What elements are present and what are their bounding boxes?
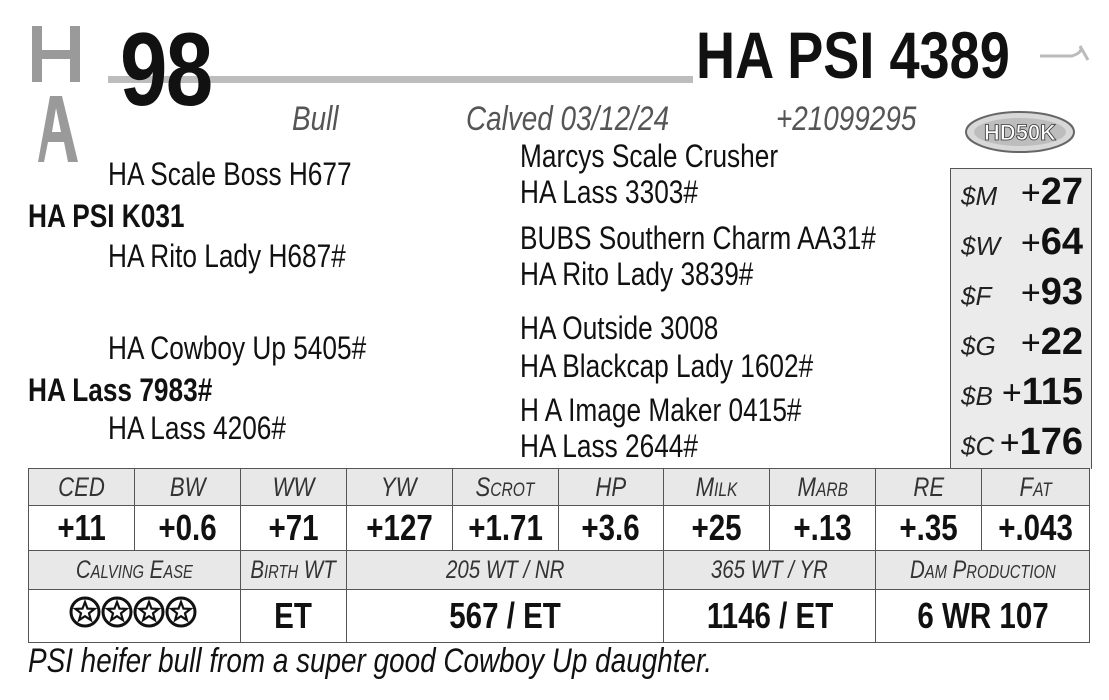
epd-header-row bbox=[29, 469, 1090, 506]
pedigree-sire-dam-sire: BUBS Southern Charm AA31# bbox=[520, 220, 876, 256]
epd-header-yw: YW bbox=[346, 469, 452, 506]
perf-header-dam-production: Dam Production bbox=[876, 551, 1090, 590]
perf-calving-ease-stars bbox=[29, 590, 241, 643]
perf-dam-production: 6 WR 107 bbox=[876, 590, 1090, 643]
perf-header-birth-wt: Birth WT bbox=[240, 551, 346, 590]
dollar-row-g: $G +22 bbox=[961, 321, 1083, 363]
pedigree-dam: HA Lass 7983# bbox=[28, 372, 213, 408]
pedigree-dam-sire: HA Cowboy Up 5405# bbox=[108, 330, 367, 366]
perf-205-wt: 567 / ET bbox=[346, 590, 664, 643]
hd50k-badge bbox=[964, 110, 1076, 154]
dollar-row-m: $M +27 bbox=[961, 171, 1083, 213]
dollar-row-w: $W +64 bbox=[961, 221, 1083, 263]
perf-header-205: 205 WT / NR bbox=[346, 551, 664, 590]
calved-date: Calved 03/12/24 bbox=[466, 100, 670, 138]
pedigree-sire-dam-dam: HA Rito Lady 3839# bbox=[520, 256, 754, 292]
epd-header-re: RE bbox=[876, 469, 982, 506]
epd-value-yw: +127 bbox=[346, 506, 452, 551]
epd-header-marb: Marb bbox=[770, 469, 876, 506]
pedigree-dam-dam-sire: H A Image Maker 0415# bbox=[520, 392, 802, 428]
epd-value-bw: +0.6 bbox=[134, 506, 240, 551]
epd-value-row bbox=[29, 506, 1090, 551]
epd-header-ced: CED bbox=[29, 469, 135, 506]
epd-value-marb: +.13 bbox=[770, 506, 876, 551]
pedigree-sire: HA PSI K031 bbox=[28, 198, 185, 234]
epd-header-fat: Fat bbox=[982, 469, 1090, 506]
sex: Bull bbox=[292, 100, 339, 138]
dollar-values-box bbox=[950, 168, 1092, 469]
pedigree-sire-sire-sire: Marcys Scale Crusher bbox=[520, 138, 779, 174]
pedigree-dam-dam: HA Lass 4206# bbox=[108, 410, 286, 446]
epd-value-ced: +11 bbox=[29, 506, 135, 551]
epd-value-fat: +.043 bbox=[982, 506, 1090, 551]
epd-header-hp: HP bbox=[558, 469, 664, 506]
epd-value-re: +.35 bbox=[876, 506, 982, 551]
dollar-row-c: $C +176 bbox=[961, 421, 1083, 463]
calving-ease-stars bbox=[69, 595, 199, 629]
dollar-row-f: $F +93 bbox=[961, 271, 1083, 313]
perf-header-calving-ease: Calving Ease bbox=[29, 551, 241, 590]
performance-value-row bbox=[29, 590, 1090, 643]
epd-value-ww: +71 bbox=[240, 506, 346, 551]
epd-table bbox=[28, 468, 1090, 643]
comment: PSI heifer bull from a super good Cowboy Up daughter. bbox=[28, 642, 712, 680]
epd-header-bw: BW bbox=[134, 469, 240, 506]
registration-number: +21099295 bbox=[776, 100, 917, 138]
perf-header-365: 365 WT / YR bbox=[664, 551, 876, 590]
pedigree-sire-sire-dam: HA Lass 3303# bbox=[520, 174, 698, 210]
animal-name: HA PSI 4389 bbox=[696, 18, 1010, 92]
epd-header-milk: Milk bbox=[664, 469, 770, 506]
epd-value-scrot: +1.71 bbox=[452, 506, 558, 551]
pedigree-sire-sire: HA Scale Boss H677 bbox=[108, 156, 352, 192]
performance-header-row bbox=[29, 551, 1090, 590]
pedigree-dam-dam-dam: HA Lass 2644# bbox=[520, 428, 698, 464]
ha-logo bbox=[28, 24, 108, 164]
epd-header-scrot: Scrot bbox=[452, 469, 558, 506]
lot-number: 98 bbox=[120, 12, 212, 128]
epd-value-hp: +3.6 bbox=[558, 506, 664, 551]
pedigree-dam-sire-sire: HA Outside 3008 bbox=[520, 310, 719, 346]
pedigree-sire-dam: HA Rito Lady H687# bbox=[108, 238, 346, 274]
epd-header-ww: WW bbox=[240, 469, 346, 506]
epd-value-milk: +25 bbox=[664, 506, 770, 551]
pedigree-dam-sire-dam: HA Blackcap Lady 1602# bbox=[520, 348, 814, 384]
perf-365-wt: 1146 / ET bbox=[664, 590, 876, 643]
svg-text:HD50K: HD50K bbox=[983, 120, 1057, 145]
dollar-row-b: $B +115 bbox=[961, 371, 1083, 413]
perf-birth-wt: ET bbox=[240, 590, 346, 643]
